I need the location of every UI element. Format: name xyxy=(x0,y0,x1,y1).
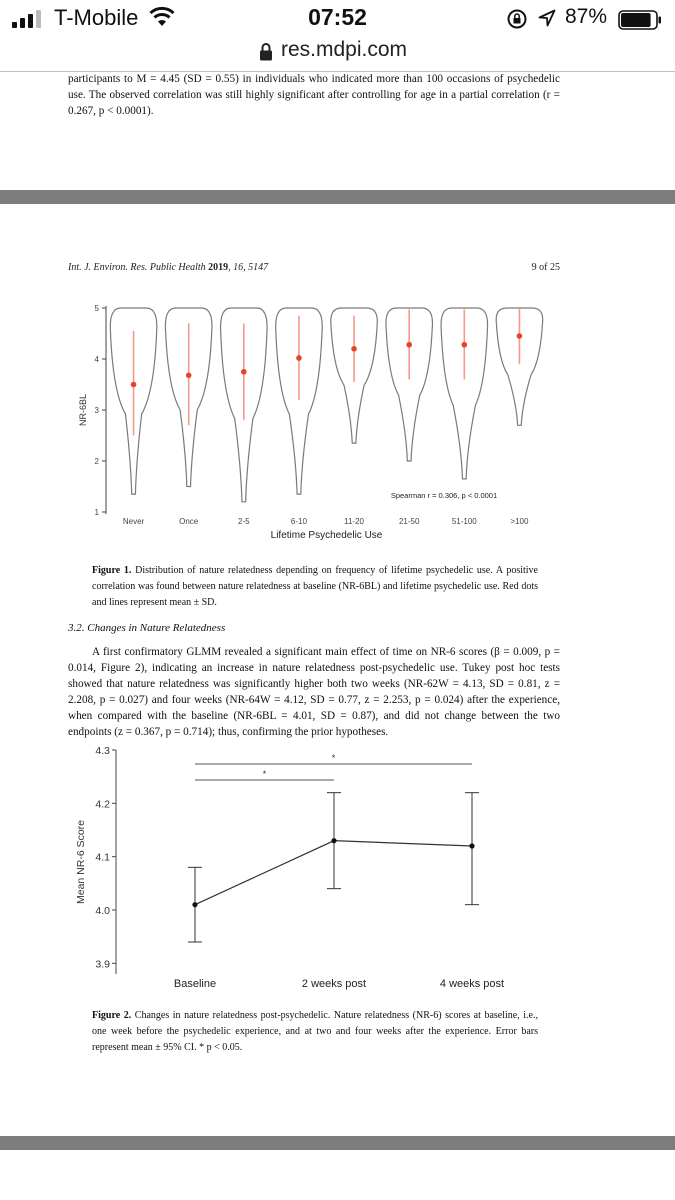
x-tick-label: 4 weeks post xyxy=(439,978,505,990)
mean-dot->100 xyxy=(517,333,523,339)
address-bar[interactable] xyxy=(0,38,675,72)
y-tick-label: 4.1 xyxy=(95,851,110,864)
significance-star: * xyxy=(331,753,336,763)
page1-paragraph: participants to M = 4.45 (SD = 0.55) in individuals who indicated more than 100 occasions of psychedelic use. The observed correlation was still highly significant after controlling for age in a partial correlation (r = 0.267, p < 0.0001). xyxy=(68,73,560,117)
journal-name: Int. J. Environ. Res. Public Health xyxy=(68,262,206,273)
x-tick-label: 11-20 xyxy=(344,517,364,526)
journal-volume: , 16, 5147 xyxy=(228,262,269,273)
y-tick-label: 5 xyxy=(94,304,99,313)
mean-dot-2-5 xyxy=(241,369,247,375)
y-tick-label: 1 xyxy=(94,508,99,517)
y-tick-label: 4.0 xyxy=(95,905,110,917)
figure2-caption xyxy=(92,1008,538,1056)
x-tick-label: 2 weeks post xyxy=(301,978,367,990)
mean-point-Baseline xyxy=(192,902,197,907)
significance-star: * xyxy=(262,769,267,779)
figure1-violin-chart xyxy=(72,298,552,550)
x-tick-label: >100 xyxy=(510,517,529,526)
mean-dot-Once xyxy=(186,373,192,379)
mean-point-4 weeks post xyxy=(469,843,474,848)
clock: 07:52 xyxy=(308,4,367,30)
figure1-caption-label: Figure 1. xyxy=(92,565,132,576)
x-tick-label: 51-100 xyxy=(451,517,477,526)
page-separator xyxy=(0,190,675,204)
carrier-name: T-Mobile xyxy=(54,5,139,30)
journal-year: 2019 xyxy=(208,262,229,273)
x-tick-label: 6-10 xyxy=(290,517,307,526)
x-axis-label: Lifetime Psychedelic Use xyxy=(270,530,383,541)
y-tick-label: 3 xyxy=(94,406,99,415)
lock-icon xyxy=(259,42,273,62)
y-tick-label: 3.9 xyxy=(95,958,110,971)
body-paragraph: A first confirmatory GLMM revealed a significant main effect of time on NR-6 scores (β = 0.009, p = 0.014, Figure 2), indicating an increase in nature relatedness post-psychedelic use. Tukey post hoc tests showed that nature relatedness was significantly higher both two weeks (NR-62W = 4.13, SD = 0.81, z = 2.208, p = 0.027) and four weeks (NR-64W = 4.12, SD = 0.77, z = 2.253, p = 0.024) after the experience, when compared with the baseline (NR-6BL = 4.01, SD = 0.87), and did not change between the two endpoints (z = 0.367, p = 0.714); thus, confirming the prior hypotheses. xyxy=(68,646,560,738)
mean-point-2 weeks post xyxy=(331,838,336,843)
body-paragraph-container xyxy=(68,644,560,740)
status-bar xyxy=(0,0,675,38)
figure1-caption xyxy=(92,563,538,611)
figure2-caption-text: Changes in nature relatedness post-psychedelic. Nature relatedness (NR-6) scores at baseline, i.e., one week before the psychedelic experience, and at two and four weeks after the experience. Error bars represent mean ± 95% CI. * p < 0.05. xyxy=(92,1010,538,1053)
x-tick-label: Never xyxy=(122,517,145,526)
x-tick-label: Once xyxy=(179,517,199,526)
y-tick-label: 4 xyxy=(94,355,99,364)
page-separator-bottom xyxy=(0,1136,675,1150)
y-axis-label: NR-6BL xyxy=(78,393,88,427)
running-head-journal xyxy=(68,262,268,273)
x-tick-label: 21-50 xyxy=(398,517,420,526)
figure2-line-chart xyxy=(70,742,565,992)
y-tick-label: 2 xyxy=(94,457,99,466)
battery-percent: 87% xyxy=(565,5,608,28)
mean-dot-Never xyxy=(131,382,137,388)
location-icon xyxy=(538,9,556,27)
mean-dot-11-20 xyxy=(351,346,357,352)
page-number: 9 of 25 xyxy=(531,262,560,273)
section-heading: 3.2. Changes in Nature Relatedness xyxy=(68,622,226,634)
x-tick-label: 2-5 xyxy=(238,517,250,526)
y-axis-label: Mean NR-6 Score xyxy=(75,819,87,905)
y-tick-label: 4.2 xyxy=(95,798,110,811)
chart-annotation: Spearman r = 0.306, p < 0.0001 xyxy=(390,491,498,500)
figure1-caption-text: Distribution of nature relatedness depending on frequency of lifetime psychedelic use. A positive correlation was found between nature relatedness at baseline (NR-6BL) and lifetime psychedelic use. Red dots and lines represent mean ± SD. xyxy=(92,565,538,608)
x-tick-label: Baseline xyxy=(173,978,217,990)
figure2-caption-label: Figure 2. xyxy=(92,1010,132,1021)
mean-dot-21-50 xyxy=(406,342,412,348)
y-tick-label: 4.3 xyxy=(95,745,110,757)
mean-dot-51-100 xyxy=(462,342,468,348)
battery-icon xyxy=(618,10,662,30)
url-text[interactable]: res.mdpi.com xyxy=(281,38,408,61)
mean-dot-6-10 xyxy=(296,355,302,361)
rotation-lock-icon xyxy=(506,8,528,30)
